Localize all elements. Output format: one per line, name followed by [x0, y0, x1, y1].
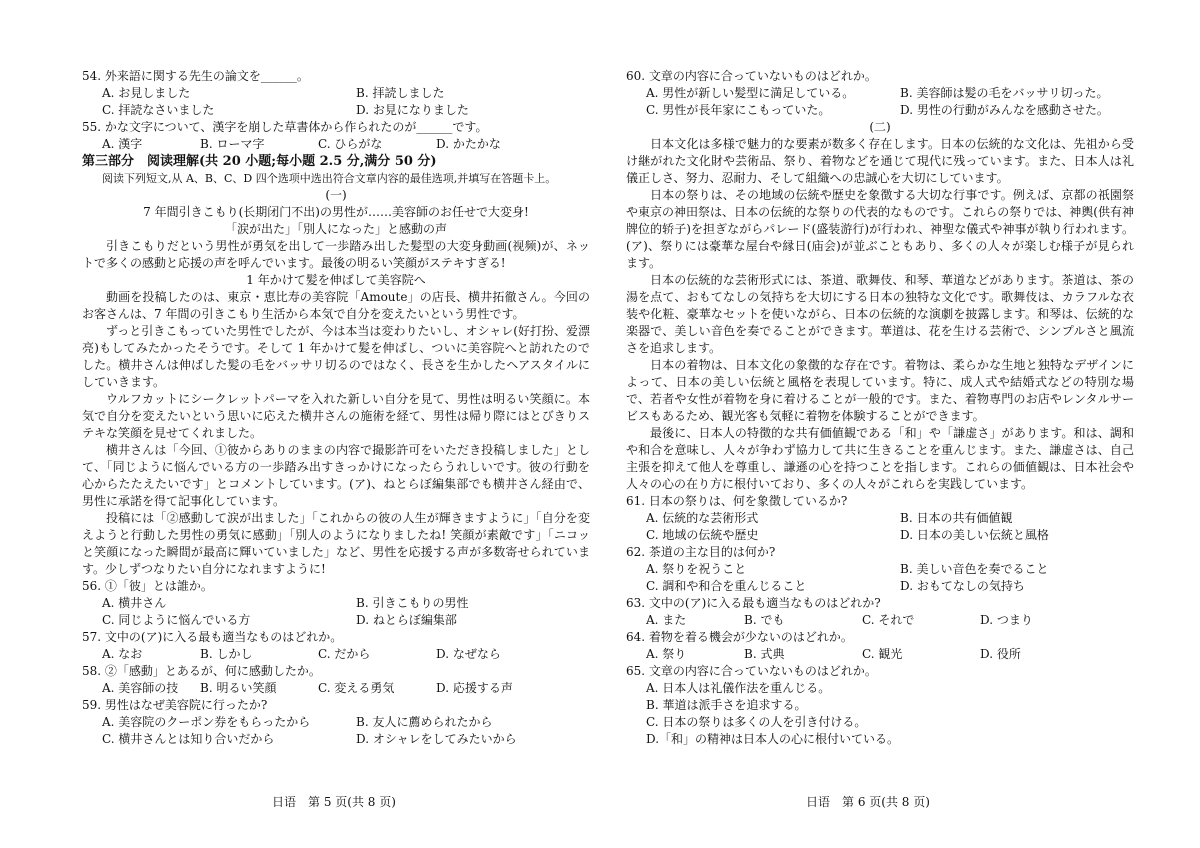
- paragraph: 動画を投稿したのは、東京・恵比寿の美容院「Amoute」の店長、横井拓徹さん。今回のお客さんは、7 年間の引きこもり生活から本気で自分を変えたいという男性です。: [82, 290, 590, 321]
- options-54b: [82, 102, 590, 119]
- question-58: 58. ②「感動」とあるが、何に感動したか。: [82, 664, 321, 678]
- right-page: [626, 68, 1134, 748]
- sub-headline: 「涙が出た」「別人になった」と感動の声: [224, 222, 447, 236]
- option-b[interactable]: B. 美容師は髪の毛をバッサリ切った。: [900, 86, 1109, 100]
- options-57: [82, 646, 590, 663]
- question-62: 62. 茶道の主な目的は何か?: [626, 545, 776, 559]
- option-b[interactable]: B. しかし: [200, 647, 253, 661]
- option-c[interactable]: C. 調和や和合を重んじること: [646, 579, 807, 593]
- paragraph: 日本の祭りは、その地域の伝統や歴史を象徴する大切な行事です。例えば、京都の祇園祭や東京の神田祭は、日本の伝統的な祭りの代表的なものです。これらの祭りでは、神輿(供有神牌位的轿子)を担ぎながらパレード(盛装游行)が行われ、神聖な儀式や神事が執り行われます。(ア)、祭りには豪華な屋台や縁日(庙会)が並ぶこともあり、多くの人々が楽しむ様子が見られます。: [626, 188, 1134, 270]
- paragraph: 日本の伝統的な芸術形式には、茶道、歌舞伎、和琴、華道などがあります。茶道は、茶の湯を点て、おもてなしの気持ちを大切にする日本の独特な文化です。歌舞伎は、カラフルな衣装や化粧、豪華なセットを使いながら、日本の伝統的な演劇を披露します。和琴は、伝統的な楽器で、美しい音色を奏でることができます。華道は、花を生ける芸術で、シンプルさと風流さを追求します。: [626, 273, 1134, 355]
- question-63: 63. 文中の(ア)に入る最も適当なものはどれか?: [626, 596, 881, 610]
- question-61: 61. 日本の祭りは、何を象徴しているか?: [626, 494, 848, 508]
- option-a[interactable]: A. 日本人は礼儀作法を重んじる。: [646, 681, 831, 695]
- option-b[interactable]: B. 華道は派手さを追求する。: [646, 698, 807, 712]
- options-60: [626, 85, 1134, 102]
- option-d[interactable]: D. かたかな: [436, 137, 501, 151]
- options-55: [82, 136, 590, 153]
- options-62: [626, 561, 1134, 578]
- option-b[interactable]: B. 引きこもりの男性: [356, 596, 469, 610]
- option-c[interactable]: C. 日本の祭りは多くの人を引き付ける。: [646, 715, 867, 729]
- option-c[interactable]: C. 観光: [862, 647, 903, 661]
- option-d[interactable]: D.「和」の精神は日本人の心に根付いている。: [646, 732, 900, 746]
- question-64: 64. 着物を着る機会が少ないのはどれか。: [626, 630, 853, 644]
- question-54: 54. 外来語に関する先生の論文を______。: [82, 69, 309, 83]
- options-63: [626, 612, 1134, 629]
- page-footer-left: 日语 第 5 页(共 8 页): [272, 795, 396, 809]
- option-b[interactable]: B. 美しい音色を奏でること: [900, 562, 1049, 576]
- paragraph: 日本の着物は、日本文化の象徴的な存在です。着物は、柔らかな生地と独特なデザインによって、日本の美しい伝統と風格を表現しています。特に、成人式や結婚式などの特別な場で、若者や女性が着物を身に着けることが一般的です。また、着物専門のお店やレンタルサービスもあるため、観光客も気軽に着物を体験することができます。: [626, 358, 1134, 423]
- options-56: [82, 595, 590, 612]
- option-c[interactable]: C. 横井さんとは知り合いだから: [102, 732, 275, 746]
- option-c[interactable]: C. 変える勇気: [318, 681, 395, 695]
- options-56b: [82, 612, 590, 629]
- question-60: 60. 文章の内容に合っていないものはどれか。: [626, 69, 877, 83]
- option-a[interactable]: A. 男性が新しい髪型に満足している。: [646, 86, 855, 100]
- option-c[interactable]: C. 拝読なさいました: [102, 103, 215, 117]
- question-56: 56. ①「彼」とは誰か。: [82, 579, 213, 593]
- paragraph: 日本文化は多様で魅力的な要素が数多く存在します。日本の伝統的な文化は、先祖から受け継がれた文化財や芸術品、祭り、着物などを通じて現代に残っています。また、日本人は礼儀正しさ、努力、忍耐力、そして組織への忠誠心を大切にしています。: [626, 137, 1134, 185]
- option-b[interactable]: B. 友人に薦められたから: [356, 715, 493, 729]
- options-59: [82, 714, 590, 731]
- options-54: [82, 85, 590, 102]
- option-c[interactable]: C. 地域の伝統や歴史: [646, 528, 759, 542]
- option-d[interactable]: D. おもてなしの気持ち: [900, 579, 1025, 593]
- question-65: 65. 文章の内容に合っていないものはどれか。: [626, 664, 877, 678]
- option-d[interactable]: D. つまり: [980, 613, 1033, 627]
- options-61b: [626, 527, 1134, 544]
- option-d[interactable]: D. ねとらぼ編集部: [356, 613, 457, 627]
- option-a[interactable]: A. 漢字: [102, 137, 143, 151]
- option-d[interactable]: D. 日本の美しい伝統と風格: [900, 528, 1049, 542]
- question-55: 55. かな文字について、漢字を崩した草書体から作られたのが______です。: [82, 120, 488, 134]
- option-a[interactable]: A. また: [646, 613, 687, 627]
- question-59: 59. 男性はなぜ美容院に行ったか?: [82, 698, 268, 712]
- option-c[interactable]: C. だから: [318, 647, 371, 661]
- option-b[interactable]: B. でも: [744, 613, 785, 627]
- option-d[interactable]: D. 男性の行動がみんなを感動させた。: [900, 103, 1109, 117]
- paragraph: ウルフカットにシークレットパーマを入れた新しい自分を見て、男性は明るい笑顔に。本気で自分を変えたいという思いに応えた横井さんの施術を経て、男性は帰り際にはとびきりステキな笑顔を見せてくれました。: [82, 392, 590, 440]
- paragraph: ずっと引きこもっていた男性でしたが、今は本当は変わりたいし、オシャレ(好打扮、爱漂亮)もしてみたかったそうです。そして 1 年かけて髪を伸ばし、ついに美容院へと訪れたのでした。横井さんは伸ばした髪の毛をバッサリ切るのではなく、長さを生かしたヘアスタイルにしていきます。: [82, 324, 590, 389]
- option-d[interactable]: D. 役所: [980, 647, 1021, 661]
- option-d[interactable]: D. なぜなら: [436, 647, 501, 661]
- paragraph: 最後に、日本人の特徴的な共有価値観である「和」や「謙虚さ」があります。和は、調和や和合を意味し、人々が争わず協力して共に生きることを重んじます。また、謙虚さは、自己主張を抑えて他人を尊重し、謙遜の心を持つことを指します。これらの価値観は、日本社会や人々の心の在り方に根付いており、多くの人々がこれらを実践しています。: [626, 426, 1134, 491]
- option-b[interactable]: B. 式典: [744, 647, 785, 661]
- option-a[interactable]: A. 美容師の技: [102, 681, 179, 695]
- options-59b: [82, 731, 590, 748]
- option-c[interactable]: C. それで: [862, 613, 915, 627]
- option-b[interactable]: B. 日本の共有価値観: [900, 511, 1013, 525]
- paragraph: 横井さんは「今回、①彼からありのままの内容で撮影許可をいただき投稿しました」として、「同じように悩んでいる方の一歩踏み出すきっかけになったらうれしいです。彼の行動を心からたたえたいです」とコメントしています。(ア)、ねとらぼ編集部でも横井さん経由で、男性に承諾を得て記事化しています。: [82, 443, 590, 508]
- option-a[interactable]: A. 横井さん: [102, 596, 167, 610]
- option-c[interactable]: C. ひらがな: [318, 137, 383, 151]
- left-page: [82, 68, 590, 748]
- option-a[interactable]: A. 美容院のクーポン券をもらったから: [102, 715, 311, 729]
- option-b[interactable]: B. 拝読しました: [356, 86, 445, 100]
- option-a[interactable]: A. 祭り: [646, 647, 687, 661]
- option-d[interactable]: D. 応援する声: [436, 681, 513, 695]
- section-title: 第三部分 阅读理解(共 20 小题;每小题 2.5 分,满分 50 分): [82, 154, 437, 169]
- lead-paragraph: 引きこもりだという男性が勇気を出して一歩踏み出した髪型の大変身動画(视频)が、ネットで多くの感動と応援の声を呼んでいます。最後の明るい笑顔がステキすぎる!: [82, 239, 590, 270]
- option-b[interactable]: B. ローマ字: [200, 137, 265, 151]
- option-a[interactable]: A. 祭りを祝うこと: [646, 562, 747, 576]
- option-d[interactable]: D. オシャレをしてみたいから: [356, 732, 517, 746]
- paragraph: 投稿には「②感動して涙が出ました」「これからの彼の人生が輝きますように」「自分を変えようと行動した男性の勇気に感動」「別人のようになりましたね! 笑顔が素敵です」「ニコッと笑顔になった瞬間が最高に輝いていました」など、男性を応援する声が多数寄せられています。少しずつなりたい自分になれますように!: [82, 511, 590, 576]
- page-footer-right: 日语 第 6 页(共 8 页): [806, 795, 930, 809]
- option-c[interactable]: C. 男性が長年家にこもっていた。: [646, 103, 831, 117]
- options-64: [626, 646, 1134, 663]
- options-61: [626, 510, 1134, 527]
- question-57: 57. 文中の(ア)に入る最も適当なものはどれか。: [82, 630, 343, 644]
- headline: 7 年間引きこもり(长期闭门不出)の男性が……美容師のお任せで大変身!: [143, 205, 529, 219]
- section-instruction: 阅读下列短文,从 A、B、C、D 四个选项中选出符合文章内容的最佳选项,并填写在答题卡上。: [102, 172, 557, 185]
- option-d[interactable]: D. お見になりました: [356, 103, 469, 117]
- options-62b: [626, 578, 1134, 595]
- option-a[interactable]: A. なお: [102, 647, 143, 661]
- option-a[interactable]: A. 伝統的な芸術形式: [646, 511, 759, 525]
- passage-label: (二): [869, 120, 891, 134]
- option-a[interactable]: A. お見しました: [102, 86, 191, 100]
- option-b[interactable]: B. 明るい笑顔: [200, 681, 277, 695]
- option-c[interactable]: C. 同じように悩んでいる方: [102, 613, 251, 627]
- section-subhead: 1 年かけて髪を伸ばして美容院へ: [246, 273, 426, 287]
- passage-label: (一): [325, 188, 347, 202]
- options-58: [82, 680, 590, 697]
- options-60b: [626, 102, 1134, 119]
